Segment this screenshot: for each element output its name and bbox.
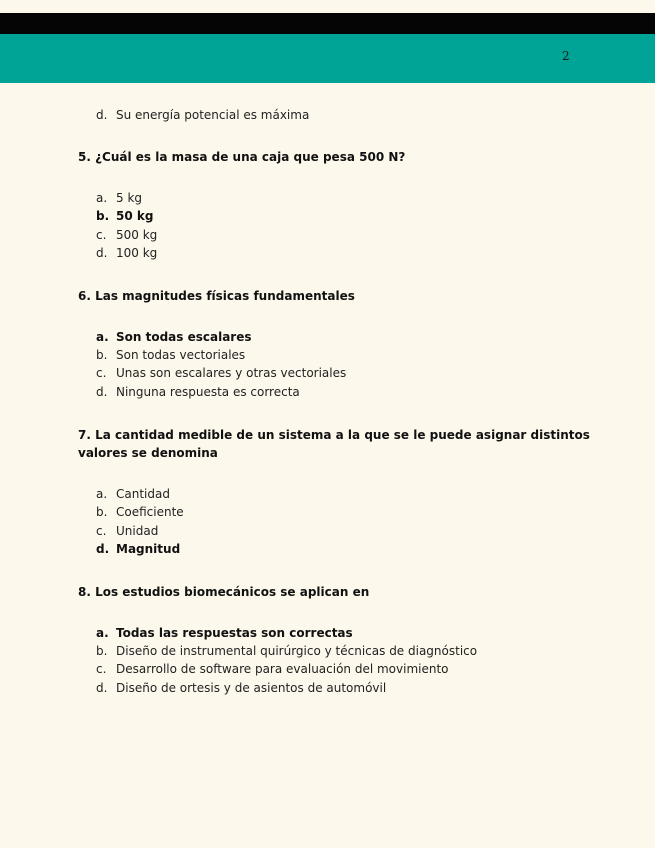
option-text: 100 kg <box>116 246 158 260</box>
option-text: Su energía potencial es máxima <box>116 108 310 122</box>
option-letter: b. <box>96 644 108 658</box>
q5-option-a <box>96 191 142 205</box>
page-number: 2 <box>562 49 570 63</box>
q8-option-a-correct <box>96 626 353 640</box>
option-text: Unas son escalares y otras vectoriales <box>116 366 347 380</box>
option-text: Diseño de ortesis y de asientos de automóvil <box>116 681 387 695</box>
q6-option-d <box>96 385 300 399</box>
option-letter: c. <box>96 524 107 538</box>
q8-option-c <box>96 662 449 676</box>
q7-option-c <box>96 524 158 538</box>
header-band <box>0 34 655 83</box>
option-text: Todas las respuestas son correctas <box>116 626 353 640</box>
option-letter: d. <box>96 246 108 260</box>
option-letter: a. <box>96 487 108 501</box>
option-letter: d. <box>96 542 110 556</box>
question-7-title-line1: 7. La cantidad medible de un sistema a la que se le puede asignar distintos <box>78 428 590 442</box>
option-text: 5 kg <box>116 191 143 205</box>
question-6-title: 6. Las magnitudes físicas fundamentales <box>78 289 355 303</box>
q5-option-d <box>96 246 157 260</box>
option-letter: d. <box>96 681 108 695</box>
option-letter: d. <box>96 108 108 122</box>
option-letter: c. <box>96 662 107 676</box>
option-letter: a. <box>96 330 109 344</box>
question-5-title: 5. ¿Cuál es la masa de una caja que pesa 500 N? <box>78 150 406 164</box>
option-prev-d <box>96 108 309 122</box>
option-text: Cantidad <box>116 487 170 501</box>
option-letter: a. <box>96 626 109 640</box>
q6-option-b <box>96 348 245 362</box>
option-text: Diseño de instrumental quirúrgico y técnicas de diagnóstico <box>116 644 478 658</box>
option-text: Son todas vectoriales <box>116 348 246 362</box>
q7-option-a <box>96 487 170 501</box>
option-text: Son todas escalares <box>116 330 252 344</box>
option-text: 50 kg <box>116 209 154 223</box>
option-letter: b. <box>96 505 108 519</box>
q5-option-b-correct <box>96 209 153 223</box>
option-letter: a. <box>96 191 108 205</box>
option-letter: d. <box>96 385 108 399</box>
option-letter: b. <box>96 209 110 223</box>
question-8-title: 8. Los estudios biomecánicos se aplican en <box>78 585 370 599</box>
q8-option-d <box>96 681 386 695</box>
q8-option-b <box>96 644 477 658</box>
option-letter: b. <box>96 348 108 362</box>
option-letter: c. <box>96 228 107 242</box>
option-text: Coeficiente <box>116 505 184 519</box>
option-text: Desarrollo de software para evaluación del movimiento <box>116 662 449 676</box>
q5-option-c <box>96 228 157 242</box>
option-text: Magnitud <box>116 542 181 556</box>
option-text: 500 kg <box>116 228 158 242</box>
top-black-bar <box>0 13 655 34</box>
q6-option-c <box>96 366 346 380</box>
q6-option-a-correct <box>96 330 252 344</box>
option-text: Ninguna respuesta es correcta <box>116 385 300 399</box>
option-letter: c. <box>96 366 107 380</box>
q7-option-d-correct <box>96 542 180 556</box>
question-7-title-line2: valores se denomina <box>78 446 218 460</box>
q7-option-b <box>96 505 184 519</box>
option-text: Unidad <box>116 524 159 538</box>
